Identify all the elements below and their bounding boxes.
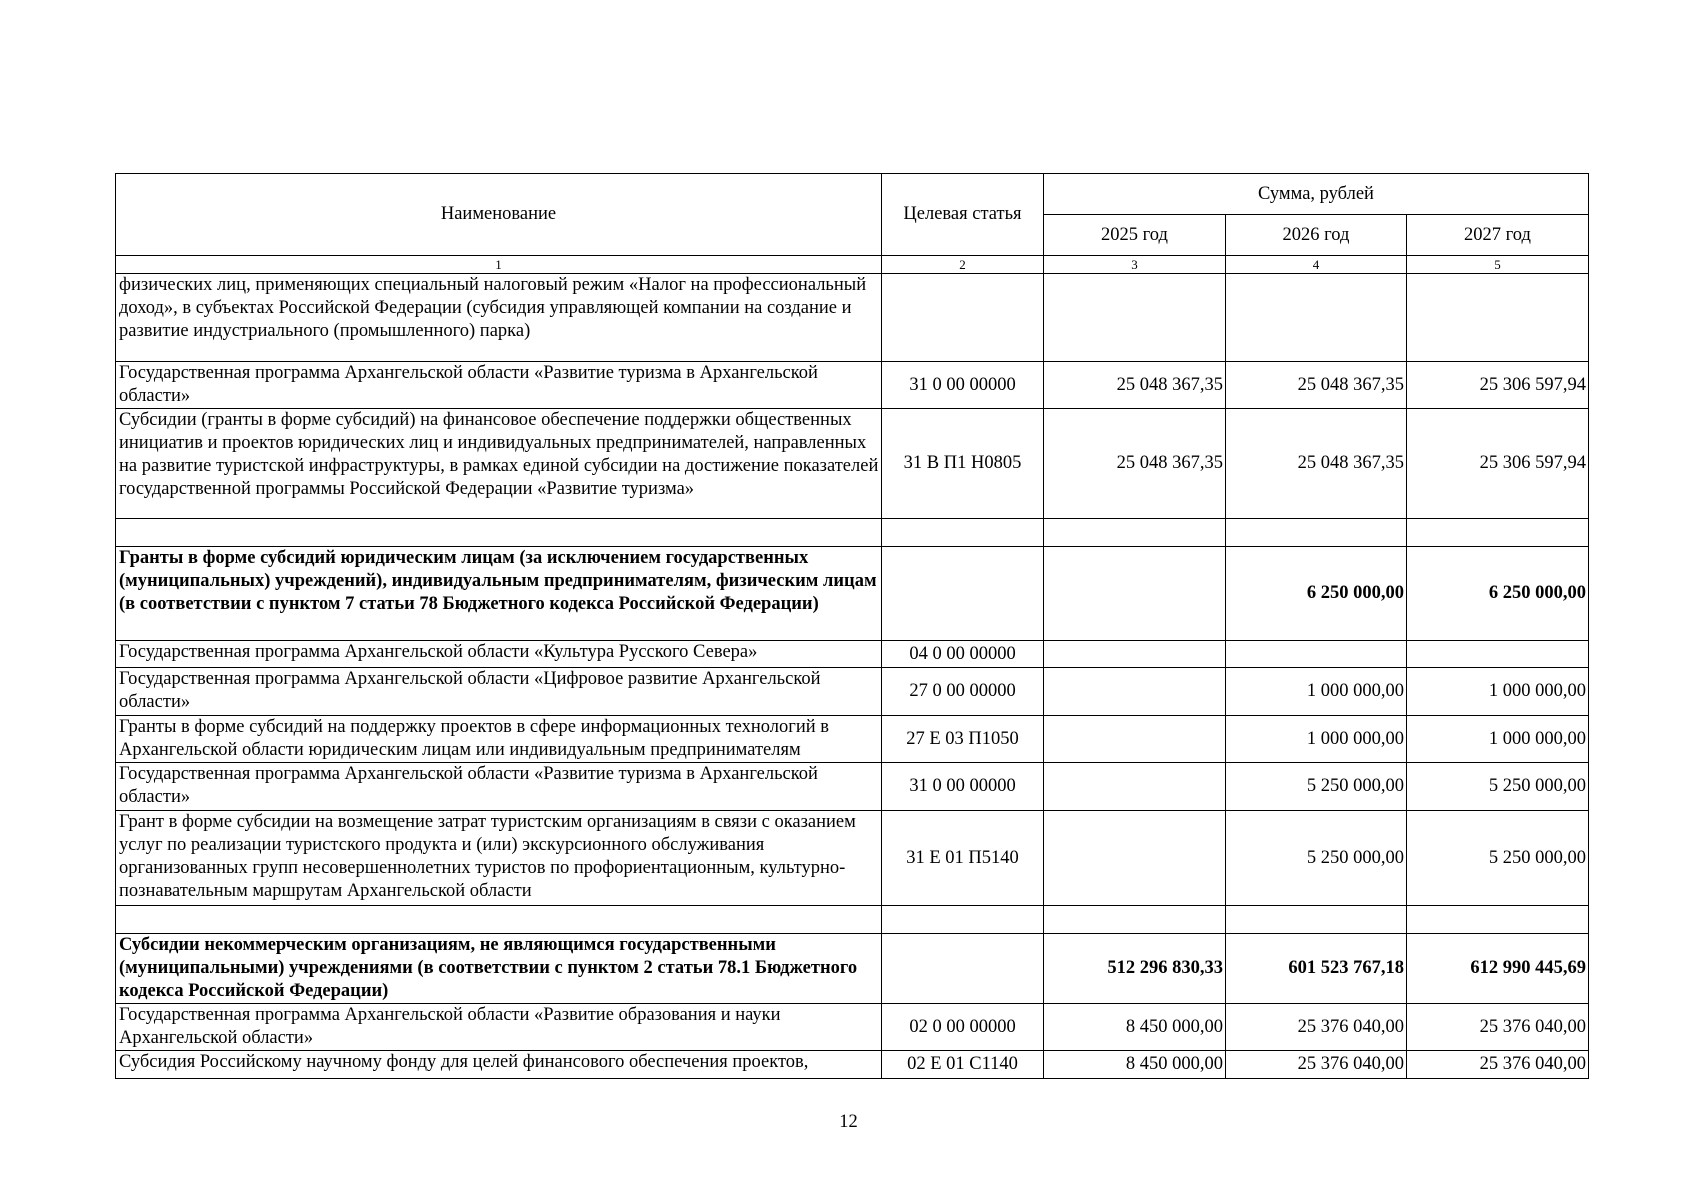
row-amount-2025 bbox=[1044, 519, 1226, 547]
row-amount-2026: 25 048 367,35 bbox=[1226, 362, 1407, 409]
row-amount-2025 bbox=[1044, 716, 1226, 763]
row-amount-2027 bbox=[1407, 519, 1589, 547]
row-code: 02 Е 01 С1140 bbox=[882, 1051, 1044, 1079]
page-number: 12 bbox=[839, 1112, 858, 1132]
table-row bbox=[116, 409, 1589, 519]
row-name: Государственная программа Архангельской области «Развитие образования и науки Архангельской области» bbox=[116, 1004, 882, 1051]
column-number: 3 bbox=[1044, 256, 1226, 274]
row-amount-2026 bbox=[1226, 274, 1407, 362]
row-amount-2025 bbox=[1044, 906, 1226, 934]
row-amount-2026: 601 523 767,18 bbox=[1226, 934, 1407, 1004]
row-amount-2027: 25 306 597,94 bbox=[1407, 409, 1589, 519]
header-sum: Сумма, рублей bbox=[1044, 174, 1589, 215]
table-row-section bbox=[116, 547, 1589, 641]
table-row bbox=[116, 1051, 1589, 1079]
row-amount-2027: 5 250 000,00 bbox=[1407, 811, 1589, 906]
table-row bbox=[116, 362, 1589, 409]
row-name: Государственная программа Архангельской области «Культура Русского Севера» bbox=[116, 641, 882, 668]
row-amount-2026: 1 000 000,00 bbox=[1226, 668, 1407, 716]
row-name: Гранты в форме субсидий юридическим лицам (за исключением государственных (муниципальных) учреждений), индивидуальным предпринимателям, физическим лицам (в соответствии с пунктом 7 статьи 78 Бюджетного кодекса Российской Федерации) bbox=[116, 547, 882, 641]
row-name: физических лиц, применяющих специальный налоговый режим «Налог на профессиональный доход», в субъектах Российской Федерации (субсидия управляющей компании на создание и развитие индустриального (промышленного) парка) bbox=[116, 274, 882, 362]
row-name bbox=[116, 906, 882, 934]
row-code bbox=[882, 934, 1044, 1004]
row-code: 27 0 00 00000 bbox=[882, 668, 1044, 716]
row-code: 31 0 00 00000 bbox=[882, 362, 1044, 409]
row-name: Субсидия Российскому научному фонду для целей финансового обеспечения проектов, bbox=[116, 1051, 882, 1079]
row-amount-2025 bbox=[1044, 641, 1226, 668]
row-amount-2027: 25 306 597,94 bbox=[1407, 362, 1589, 409]
budget-table bbox=[115, 173, 1589, 1079]
row-code bbox=[882, 547, 1044, 641]
header-year-2025: 2025 год bbox=[1044, 215, 1226, 256]
row-amount-2026 bbox=[1226, 519, 1407, 547]
table-row bbox=[116, 811, 1589, 906]
row-amount-2026 bbox=[1226, 641, 1407, 668]
table-row-blank bbox=[116, 906, 1589, 934]
row-amount-2026: 25 048 367,35 bbox=[1226, 409, 1407, 519]
row-code: 31 0 00 00000 bbox=[882, 763, 1044, 811]
row-name: Субсидии (гранты в форме субсидий) на финансовое обеспечение поддержки общественных инициатив и проектов юридических лиц и индивидуальных предпринимателей, направленных на развитие туристской инфраструктуры, в рамках единой субсидии на достижение показателей государственной программы Российской Федерации «Развитие туризма» bbox=[116, 409, 882, 519]
row-code: 31 В П1 Н0805 bbox=[882, 409, 1044, 519]
row-amount-2025: 8 450 000,00 bbox=[1044, 1051, 1226, 1079]
row-name: Гранты в форме субсидий на поддержку проектов в сфере информационных технологий в Архангельской области юридическим лицам или индивидуальным предпринимателям bbox=[116, 716, 882, 763]
row-amount-2027 bbox=[1407, 906, 1589, 934]
table-row-section bbox=[116, 934, 1589, 1004]
row-amount-2025: 8 450 000,00 bbox=[1044, 1004, 1226, 1051]
row-amount-2026: 25 376 040,00 bbox=[1226, 1004, 1407, 1051]
row-amount-2025 bbox=[1044, 763, 1226, 811]
row-amount-2025: 25 048 367,35 bbox=[1044, 409, 1226, 519]
row-amount-2027: 1 000 000,00 bbox=[1407, 716, 1589, 763]
row-code bbox=[882, 519, 1044, 547]
row-amount-2025 bbox=[1044, 668, 1226, 716]
row-amount-2027: 1 000 000,00 bbox=[1407, 668, 1589, 716]
column-number: 2 bbox=[882, 256, 1044, 274]
row-amount-2025: 25 048 367,35 bbox=[1044, 362, 1226, 409]
row-amount-2027: 6 250 000,00 bbox=[1407, 547, 1589, 641]
row-amount-2027: 5 250 000,00 bbox=[1407, 763, 1589, 811]
table-row bbox=[116, 641, 1589, 668]
header-year-2026: 2026 год bbox=[1226, 215, 1407, 256]
row-code: 04 0 00 00000 bbox=[882, 641, 1044, 668]
column-numbers-row bbox=[116, 256, 1589, 274]
row-amount-2025: 512 296 830,33 bbox=[1044, 934, 1226, 1004]
row-code: 02 0 00 00000 bbox=[882, 1004, 1044, 1051]
row-amount-2026: 5 250 000,00 bbox=[1226, 811, 1407, 906]
column-number: 5 bbox=[1407, 256, 1589, 274]
row-code bbox=[882, 906, 1044, 934]
row-amount-2027: 25 376 040,00 bbox=[1407, 1051, 1589, 1079]
column-number: 4 bbox=[1226, 256, 1407, 274]
row-amount-2026: 6 250 000,00 bbox=[1226, 547, 1407, 641]
row-amount-2027: 612 990 445,69 bbox=[1407, 934, 1589, 1004]
row-amount-2026: 1 000 000,00 bbox=[1226, 716, 1407, 763]
row-name: Государственная программа Архангельской области «Развитие туризма в Архангельской области» bbox=[116, 763, 882, 811]
row-amount-2025 bbox=[1044, 274, 1226, 362]
table-row bbox=[116, 763, 1589, 811]
row-amount-2025 bbox=[1044, 811, 1226, 906]
table-row bbox=[116, 668, 1589, 716]
table-row-blank bbox=[116, 519, 1589, 547]
header-year-2027: 2027 год bbox=[1407, 215, 1589, 256]
header-target-article: Целевая статья bbox=[882, 174, 1044, 256]
table-row bbox=[116, 716, 1589, 763]
column-number: 1 bbox=[116, 256, 882, 274]
row-amount-2027 bbox=[1407, 641, 1589, 668]
row-code: 27 Е 03 П1050 bbox=[882, 716, 1044, 763]
row-amount-2026: 5 250 000,00 bbox=[1226, 763, 1407, 811]
row-name: Грант в форме субсидии на возмещение затрат туристским организациям в связи с оказанием услуг по реализации туристского продукта и (или) экскурсионного обслуживания организованных групп несовершеннолетних туристов по профориентационным, культурно-познавательным маршрутам Архангельской области bbox=[116, 811, 882, 906]
row-amount-2027 bbox=[1407, 274, 1589, 362]
row-amount-2026: 25 376 040,00 bbox=[1226, 1051, 1407, 1079]
row-amount-2027: 25 376 040,00 bbox=[1407, 1004, 1589, 1051]
row-code bbox=[882, 274, 1044, 362]
header-name: Наименование bbox=[116, 174, 882, 256]
row-code: 31 Е 01 П5140 bbox=[882, 811, 1044, 906]
row-name: Государственная программа Архангельской области «Цифровое развитие Архангельской области» bbox=[116, 668, 882, 716]
table-row bbox=[116, 274, 1589, 362]
row-amount-2025 bbox=[1044, 547, 1226, 641]
row-name bbox=[116, 519, 882, 547]
row-amount-2026 bbox=[1226, 906, 1407, 934]
row-name: Субсидии некоммерческим организациям, не являющимся государственными (муниципальными) учреждениями (в соответствии с пунктом 2 статьи 78.1 Бюджетного кодекса Российской Федерации) bbox=[116, 934, 882, 1004]
row-name: Государственная программа Архангельской области «Развитие туризма в Архангельской области» bbox=[116, 362, 882, 409]
table-row bbox=[116, 1004, 1589, 1051]
